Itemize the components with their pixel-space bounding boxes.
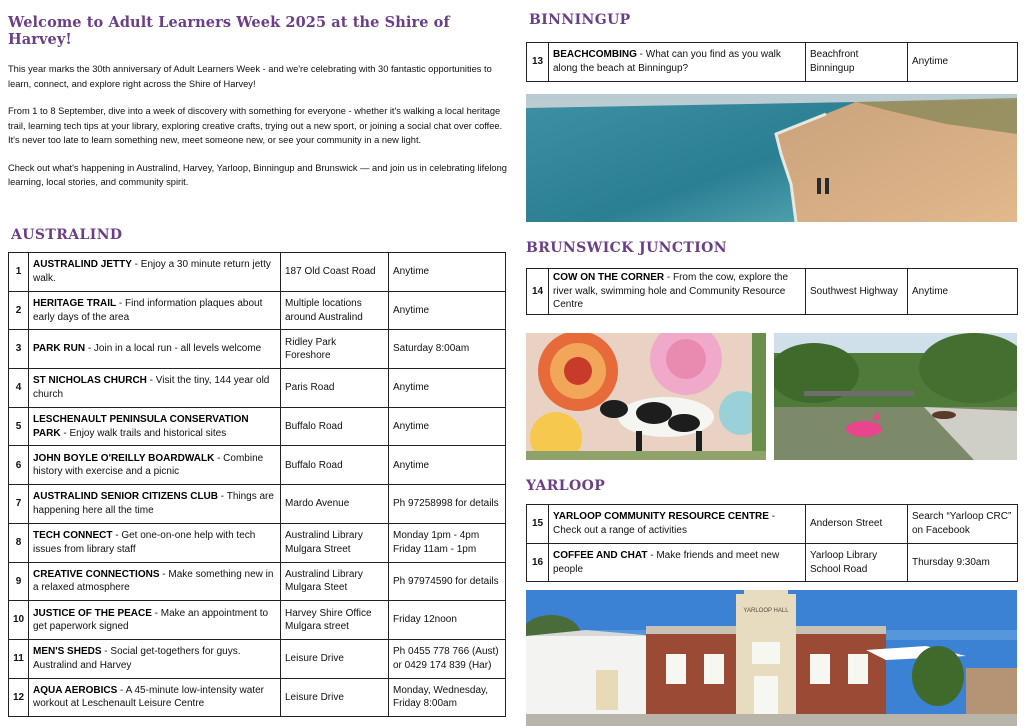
event-number: 14 bbox=[527, 269, 549, 315]
event-description bbox=[29, 562, 281, 601]
event-location: Buffalo Road bbox=[281, 407, 389, 446]
event-description bbox=[549, 505, 806, 544]
event-row bbox=[9, 562, 506, 601]
left-column bbox=[8, 10, 508, 710]
event-location: Paris Road bbox=[281, 369, 389, 408]
page-title: Welcome to Adult Learners Week 2025 at the Shire of Harvey! bbox=[8, 14, 450, 48]
event-details: - Make friends and meet new people bbox=[553, 550, 780, 575]
event-time: Anytime bbox=[389, 446, 506, 485]
event-details: - Join in a local run - all levels welcome bbox=[85, 343, 262, 355]
event-time: Thursday 9:30am bbox=[908, 543, 1018, 582]
event-description bbox=[29, 601, 281, 640]
event-row bbox=[9, 291, 506, 330]
intro-paragraph-3: Check out what's happening in Australind, Harvey, Yarloop, Binningup and Brunswick — and join us in celebrating lifelong learning, local stories, and community spirit. bbox=[8, 162, 507, 187]
section-heading-yarloop: YARLOOP bbox=[526, 478, 606, 494]
event-location: Yarloop Library School Road bbox=[806, 543, 908, 582]
event-number: 12 bbox=[9, 678, 29, 717]
event-description bbox=[29, 485, 281, 524]
event-description bbox=[29, 639, 281, 678]
cow-mural-photo bbox=[526, 333, 766, 460]
event-number: 10 bbox=[9, 601, 29, 640]
event-row bbox=[9, 678, 506, 717]
event-name: AUSTRALIND JETTY bbox=[33, 259, 132, 271]
event-time: Friday 12noon bbox=[389, 601, 506, 640]
event-details: - Get one-on-one help with tech issues from library staff bbox=[33, 530, 256, 555]
event-number: 3 bbox=[9, 330, 29, 369]
intro-text bbox=[8, 62, 508, 190]
event-time: Monday 1pm - 4pm Friday 11am - 1pm bbox=[389, 523, 506, 562]
event-location: Harvey Shire Office Mulgara street bbox=[281, 601, 389, 640]
event-description bbox=[549, 43, 806, 82]
event-time: Anytime bbox=[389, 407, 506, 446]
event-number: 11 bbox=[9, 639, 29, 678]
event-name: COFFEE AND CHAT bbox=[553, 550, 648, 562]
event-number: 13 bbox=[527, 43, 549, 82]
event-time: Ph 97974590 for details bbox=[389, 562, 506, 601]
section-heading-brunswick: BRUNSWICK JUNCTION bbox=[526, 240, 727, 256]
event-time: Monday, Wednesday, Friday 8:00am bbox=[389, 678, 506, 717]
event-details: - From the cow, explore the river walk, swimming hole and Community Resource Centre bbox=[553, 272, 789, 310]
event-description bbox=[29, 330, 281, 369]
event-location: Anderson Street bbox=[806, 505, 908, 544]
hall-sign-text: YARLOOP HALL bbox=[743, 608, 789, 614]
event-row bbox=[527, 269, 1018, 315]
event-number: 5 bbox=[9, 407, 29, 446]
event-details: - A 45-minute low-intensity water workout at Leschenault Leisure Centre bbox=[33, 684, 264, 710]
event-number: 1 bbox=[9, 253, 29, 292]
event-time: Anytime bbox=[389, 291, 506, 330]
event-number: 4 bbox=[9, 369, 29, 408]
event-row bbox=[9, 330, 506, 369]
event-time: Search “Yarloop CRC” on Facebook bbox=[908, 505, 1018, 544]
event-description bbox=[29, 523, 281, 562]
event-name: COW ON THE CORNER bbox=[553, 272, 665, 283]
event-location: Buffalo Road bbox=[281, 446, 389, 485]
event-row bbox=[9, 485, 506, 524]
event-time: Ph 0455 778 766 (Aust) or 0429 174 839 (Har) bbox=[389, 639, 506, 678]
event-row bbox=[527, 505, 1018, 544]
event-details: - Visit the tiny, 144 year old church bbox=[33, 375, 270, 400]
event-number: 9 bbox=[9, 562, 29, 601]
event-name: YARLOOP COMMUNITY RESOURCE CENTRE bbox=[553, 511, 769, 523]
event-row bbox=[9, 369, 506, 408]
event-time: Anytime bbox=[908, 269, 1018, 315]
event-description bbox=[29, 446, 281, 485]
event-location: Leisure Drive bbox=[281, 639, 389, 678]
event-name: BEACHCOMBING bbox=[553, 49, 637, 61]
event-details: - Check out a range of activities bbox=[553, 511, 776, 536]
binningup-events-table bbox=[526, 42, 1018, 82]
event-location: Multiple locations around Australind bbox=[281, 291, 389, 330]
event-name: PARK RUN bbox=[33, 343, 86, 355]
event-description bbox=[29, 253, 281, 292]
event-location: Beachfront Binningup bbox=[806, 43, 908, 82]
river-swimming-hole-photo bbox=[774, 333, 1017, 460]
event-details: - Social get-togethers for guys. Australind and Harvey bbox=[33, 646, 241, 671]
section-heading-binningup: BINNINGUP bbox=[529, 12, 631, 28]
event-details: - Make something new in a relaxed atmosphere bbox=[33, 568, 274, 594]
brunswick-events-table bbox=[526, 268, 1018, 315]
event-location: Australind Library Mulgara Steet bbox=[281, 562, 389, 601]
event-name: JUSTICE OF THE PEACE bbox=[33, 607, 152, 619]
event-row bbox=[9, 446, 506, 485]
event-time: Anytime bbox=[389, 369, 506, 408]
event-name: ST NICHOLAS CHURCH bbox=[33, 375, 147, 387]
event-time: Anytime bbox=[389, 253, 506, 292]
event-location: 187 Old Coast Road bbox=[281, 253, 389, 292]
event-row bbox=[9, 601, 506, 640]
event-location: Leisure Drive bbox=[281, 678, 389, 717]
event-row bbox=[9, 639, 506, 678]
event-row bbox=[9, 407, 506, 446]
event-description bbox=[29, 678, 281, 717]
event-details: - What can you find as you walk along the beach at Binningup? bbox=[553, 49, 781, 74]
event-name: LESCHENAULT PENINSULA CONSERVATION PARK bbox=[33, 414, 249, 439]
event-name: CREATIVE CONNECTIONS bbox=[33, 568, 160, 580]
yarloop-hall-photo bbox=[526, 590, 1017, 726]
event-location: Mardo Avenue bbox=[281, 485, 389, 524]
yarloop-events-table bbox=[526, 504, 1018, 582]
event-time: Saturday 8:00am bbox=[389, 330, 506, 369]
event-details: - Enjoy walk trails and historical sites bbox=[60, 427, 227, 439]
event-number: 7 bbox=[9, 485, 29, 524]
event-row bbox=[9, 253, 506, 292]
event-details: - Things are happening here all the time bbox=[33, 491, 274, 516]
event-description bbox=[549, 543, 806, 582]
event-name: AUSTRALIND SENIOR CITIZENS CLUB bbox=[33, 491, 218, 503]
event-name: MEN'S SHEDS bbox=[33, 646, 102, 658]
event-number: 6 bbox=[9, 446, 29, 485]
event-details: - Make an appointment to get paperwork signed bbox=[33, 607, 269, 633]
event-name: JOHN BOYLE O'REILLY BOARDWALK bbox=[33, 452, 215, 464]
australind-events-table bbox=[8, 252, 506, 717]
event-number: 2 bbox=[9, 291, 29, 330]
event-details: - Enjoy a 30 minute return jetty walk. bbox=[33, 259, 271, 284]
event-details: - Combine history with exercise and a picnic bbox=[33, 452, 264, 478]
event-description bbox=[549, 269, 806, 315]
event-location: Australind Library Mulgara Street bbox=[281, 523, 389, 562]
intro-paragraph-1: This year marks the 30th anniversary of Adult Learners Week - and we're celebrating with 30 fantastic opportunities to learn, connect, and explore right across the Shire of Harvey! bbox=[8, 64, 492, 89]
event-time: Anytime bbox=[908, 43, 1018, 82]
event-location: Southwest Highway bbox=[806, 269, 908, 315]
event-name: TECH CONNECT bbox=[33, 530, 113, 542]
event-details: - Find information plaques about early days of the area bbox=[33, 298, 263, 323]
event-name: AQUA AEROBICS bbox=[33, 684, 118, 696]
event-row bbox=[527, 43, 1018, 82]
event-description bbox=[29, 291, 281, 330]
event-name: HERITAGE TRAIL bbox=[33, 298, 117, 310]
event-number: 16 bbox=[527, 543, 549, 582]
event-number: 8 bbox=[9, 523, 29, 562]
binningup-beach-photo bbox=[526, 94, 1017, 222]
event-location: Ridley Park Foreshore bbox=[281, 330, 389, 369]
intro-paragraph-2: From 1 to 8 September, dive into a week of discovery with something for everyone - whether it's walking a local heritage trail, learning tech tips at your library, exploring creative crafts, trying out a new sport, or joining a social chat over coffee. It's never too late to learn something new, meet someone new, or see your community in a new light. bbox=[8, 106, 503, 145]
event-number: 15 bbox=[527, 505, 549, 544]
event-description bbox=[29, 407, 281, 446]
section-heading-australind: AUSTRALIND bbox=[11, 227, 123, 243]
event-description bbox=[29, 369, 281, 408]
event-row bbox=[527, 543, 1018, 582]
event-row bbox=[9, 523, 506, 562]
event-time: Ph 97258998 for details bbox=[389, 485, 506, 524]
